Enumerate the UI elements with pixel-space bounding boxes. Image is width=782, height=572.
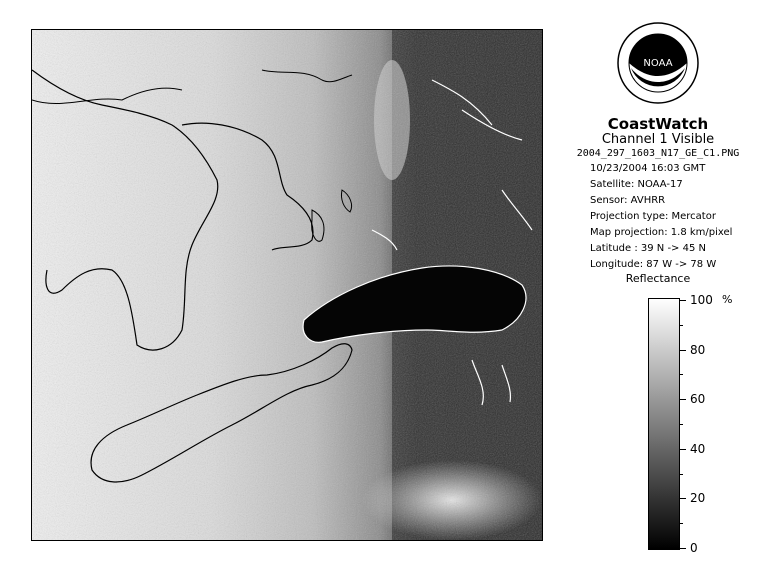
scale-tick-label: 100 xyxy=(690,293,713,307)
scale-tick-label: 0 xyxy=(690,541,698,555)
scale-tick-label: 20 xyxy=(690,491,706,505)
info-longitude: Longitude: 87 W -> 78 W xyxy=(590,259,717,270)
scale-tick-label: 60 xyxy=(690,392,706,406)
scale-tick xyxy=(680,399,686,400)
info-projection-type: Projection type: Mercator xyxy=(590,211,716,222)
channel-name: Channel 1 Visible xyxy=(601,132,715,147)
scale-tick xyxy=(680,548,686,549)
svg-text:NOAA: NOAA xyxy=(643,58,673,69)
info-sensor: Sensor: AVHRR xyxy=(590,195,666,206)
scale-label: Reflectance xyxy=(625,272,691,285)
noaa-seal-icon xyxy=(617,22,699,104)
scale-tick xyxy=(680,300,686,301)
scale-tick xyxy=(680,325,683,326)
info-latitude: Latitude : 39 N -> 45 N xyxy=(590,243,706,254)
satellite-image xyxy=(31,29,543,541)
info-datetime: 10/23/2004 16:03 GMT xyxy=(590,163,706,174)
filename: 2004_297_1603_N17_GE_C1.PNG xyxy=(576,148,740,159)
scale-tick xyxy=(680,449,686,450)
legend-panel xyxy=(560,20,780,570)
reflectance-color-bar xyxy=(648,298,680,550)
scale-tick xyxy=(680,498,686,499)
scale-tick xyxy=(680,350,686,351)
scale-tick xyxy=(680,374,683,375)
scale-tick xyxy=(680,424,683,425)
scale-tick-label: 80 xyxy=(690,343,706,357)
scale-tick xyxy=(680,523,683,524)
scale-unit: % xyxy=(722,293,733,306)
info-satellite: Satellite: NOAA-17 xyxy=(590,179,683,190)
satellite-image-canvas xyxy=(32,30,543,541)
scale-tick xyxy=(680,474,683,475)
info-map-projection: Map projection: 1.8 km/pixel xyxy=(590,227,733,238)
product-title: CoastWatch xyxy=(607,115,709,133)
scale-tick-label: 40 xyxy=(690,442,706,456)
noaa-logo xyxy=(617,22,699,104)
